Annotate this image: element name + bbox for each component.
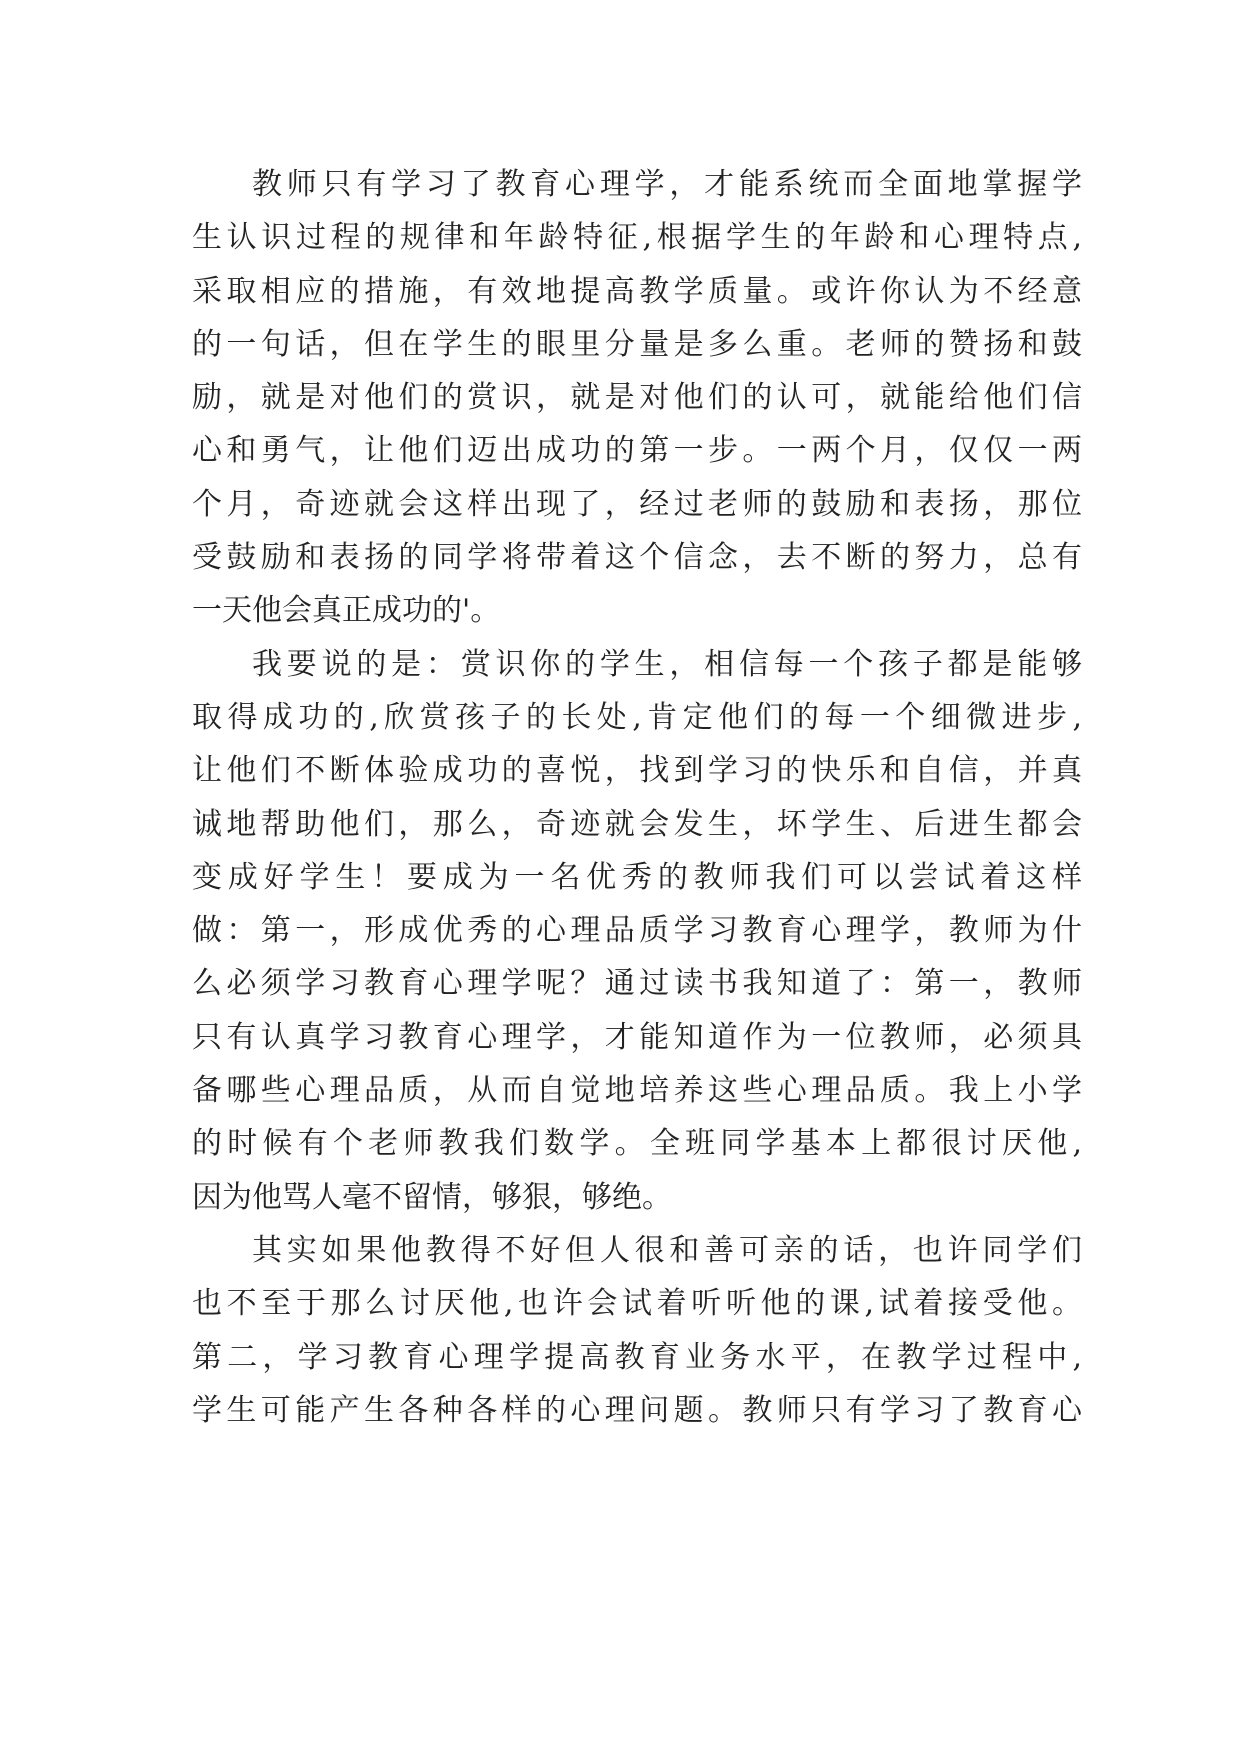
document-body — [192, 158, 1082, 1437]
text-line: 生认识过程的规律和年龄特征,根据学生的年龄和心理特点, — [192, 220, 1082, 256]
text-line: 么必须学习教育心理学呢？通过读书我知道了：第一，教师 — [192, 966, 1082, 1002]
text-line: 取得成功的,欣赏孩子的长处,肯定他们的每一个细微进步, — [192, 699, 1082, 735]
paragraph-2 — [192, 638, 1082, 1224]
text-line: 心和勇气，让他们迈出成功的第一步。一两个月，仅仅一两 — [192, 433, 1082, 469]
text-line: 的时候有个老师教我们数学。全班同学基本上都很讨厌他, — [192, 1126, 1082, 1162]
text-line: 因为他骂人毫不留情，够狠，够绝。 — [192, 1179, 672, 1215]
paragraph-1 — [192, 158, 1082, 638]
text-line: 变成好学生！要成为一名优秀的教师我们可以尝试着这样 — [192, 859, 1082, 895]
text-line: 备哪些心理品质，从而自觉地培养这些心理品质。我上小学 — [192, 1073, 1082, 1109]
text-line: 做：第一，形成优秀的心理品质学习教育心理学，教师为什 — [192, 913, 1082, 949]
text-line: 励，就是对他们的赏识，就是对他们的认可，就能给他们信 — [192, 380, 1082, 416]
text-line: 受鼓励和表扬的同学将带着这个信念，去不断的努力，总有 — [192, 540, 1082, 576]
text-line: 学生可能产生各种各样的心理问题。教师只有学习了教育心 — [192, 1392, 1082, 1428]
text-line: 其实如果他教得不好但人很和善可亲的话，也许同学们 — [252, 1232, 1082, 1268]
text-line: 只有认真学习教育心理学，才能知道作为一位教师，必须具 — [192, 1019, 1082, 1055]
text-line: 也不至于那么讨厌他,也许会试着听听他的课,试着接受他。 — [192, 1286, 1082, 1322]
text-line: 采取相应的措施，有效地提高教学质量。或许你认为不经意 — [192, 273, 1082, 309]
text-line: 的一句话，但在学生的眼里分量是多么重。老师的赞扬和鼓 — [192, 326, 1082, 362]
text-line: 教师只有学习了教育心理学，才能系统而全面地掌握学 — [252, 167, 1082, 202]
text-line: 一天他会真正成功的'。 — [192, 593, 501, 629]
text-line: 我要说的是：赏识你的学生，相信每一个孩子都是能够 — [252, 646, 1082, 682]
paragraph-3 — [192, 1224, 1082, 1437]
text-line: 让他们不断体验成功的喜悦，找到学习的快乐和自信，并真 — [192, 753, 1082, 789]
text-line: 个月，奇迹就会这样出现了，经过老师的鼓励和表扬，那位 — [192, 486, 1082, 522]
text-line: 第二，学习教育心理学提高教育业务水平，在教学过程中, — [192, 1339, 1082, 1375]
text-line: 诚地帮助他们，那么，奇迹就会发生，坏学生、后进生都会 — [192, 806, 1082, 842]
